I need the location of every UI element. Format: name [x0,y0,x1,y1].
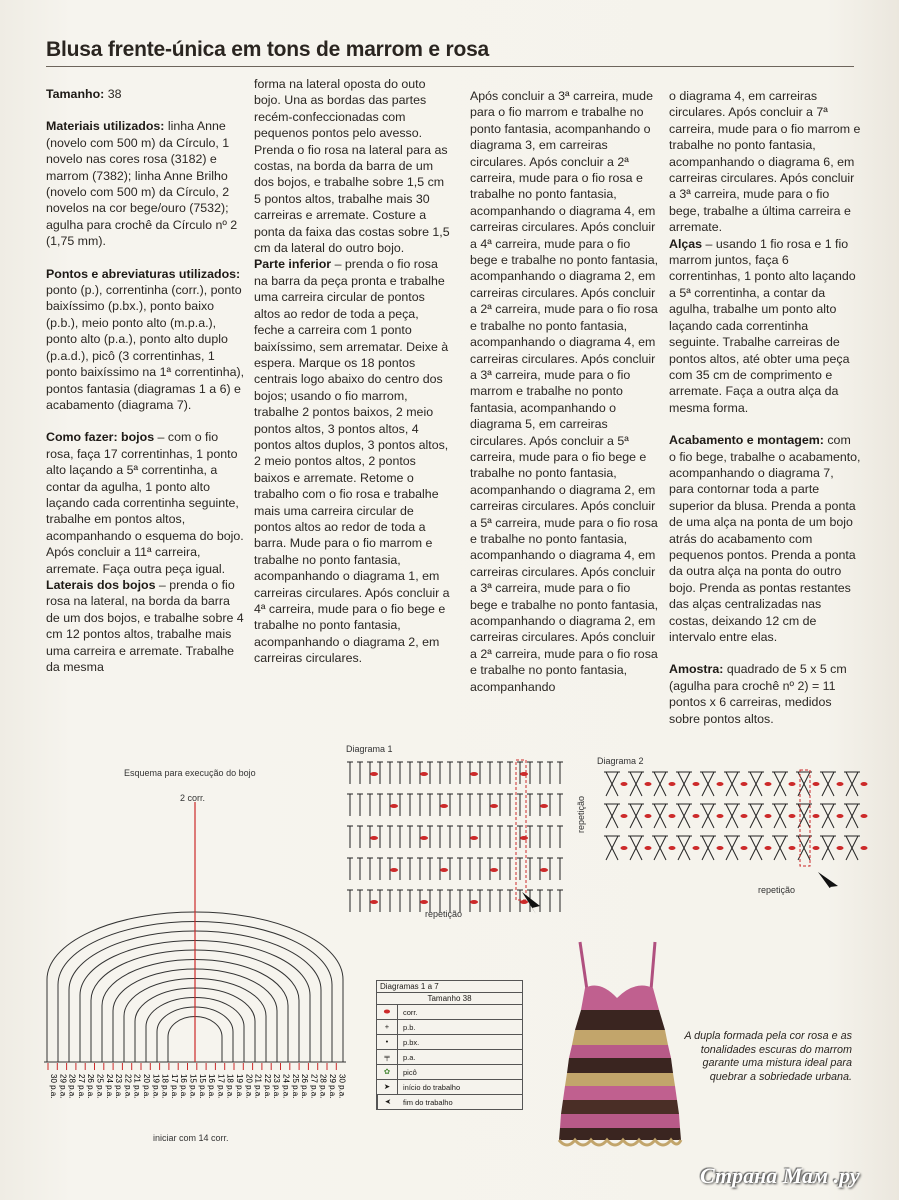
chain-stitch [621,814,628,818]
chain-stitch [540,868,548,872]
legend-label: fim do trabalho [403,1097,453,1107]
chain-stitch [789,814,796,818]
text-column-2 [254,76,450,667]
schema-row-label: 28 p.a. [67,1074,77,1099]
finishing-paragraph [669,432,861,645]
schema-row-label: 21 p.a. [253,1074,263,1099]
lower-part-label: Parte inferior [254,257,332,272]
chain-stitch [490,868,498,872]
watermark-logo: Страна Мам .ру [700,1163,860,1188]
sides-paragraph [46,577,246,675]
legend-row [377,1095,522,1109]
chain-stitch [837,782,844,786]
chain-stitch [813,814,820,818]
stitches-paragraph [46,266,246,414]
chain-stitch [717,814,724,818]
schema-row-label: 26 p.a. [86,1074,96,1099]
chain-stitch [693,782,700,786]
chain-stitch [370,900,378,904]
chain-stitch [861,814,868,818]
chain-stitch [621,846,628,850]
materials-label: Materiais utilizados: [46,119,165,134]
schema-title: Esquema para execução do bojo [124,768,256,778]
schema-row-label: 25 p.a. [95,1074,105,1099]
straps-paragraph [669,236,861,416]
chain-stitch [645,814,652,818]
chain-stitch [837,846,844,850]
chain-stitch [717,846,724,850]
garment-photo [555,940,685,1155]
chain-stitch [789,846,796,850]
schema-row-label: 29 p.a. [58,1074,68,1099]
chain-stitch [440,868,448,872]
schema-row-label: 15 p.a. [188,1074,198,1099]
size-paragraph [46,86,246,102]
schema-row-label: 16 p.a. [207,1074,217,1099]
schema-row-label: 20 p.a. [244,1074,254,1099]
chain-stitch [490,804,498,808]
diagram2-title: Diagrama 2 [597,756,644,766]
finishing-label: Acabamento e montagem: [669,433,824,448]
chain-stitch [669,814,676,818]
schema-row-label: 30 p.a. [49,1074,58,1099]
diagram2-repeat-label: repetição [758,885,796,895]
chain-stitch [669,782,676,786]
gauge-label: Amostra: [669,662,724,677]
legend-row [377,1050,522,1065]
legend-row [377,1065,522,1080]
stitches-text: ponto (p.), correntinha (corr.), ponto baixíssimo (p.bx.), ponto baixo (p.b.), meio ponto alto (m.p.a.), ponto alto (p.a.), ponto alto duplo (p.a.d.), picô (3 correntinhas, 1 ponto baixíssimo na 1ª correntinha), pontos fantasia (diagramas 1 a 6) e acabamento (diagrama 7). [46,283,245,412]
schema-row-label: 19 p.a. [151,1074,161,1099]
materials-paragraph [46,118,246,249]
chain-stitch [837,814,844,818]
chain-stitch [741,814,748,818]
chain-stitch [717,782,724,786]
chain-stitch [520,900,528,904]
legend-size: Tamanho 38 [377,993,522,1005]
chain-stitch [470,772,478,776]
chain-stitch [370,772,378,776]
photo-caption: A dupla formada pela cor rosa e as tonalidades escuras do marrom garante uma mistura ideal para quebrar a sobriedade urbana. [684,1030,852,1083]
size-label: Tamanho: [46,87,105,101]
chain-stitch [420,772,428,776]
chain-stitch [470,836,478,840]
chain-stitch [813,846,820,850]
double-crochet-icon: ╤ [377,1050,398,1064]
chain-stitch [861,846,868,850]
gauge-text: quadrado de 5 x 5 cm (agulha para crochê nº 2) = 11 pontos x 6 carreiras, medidos sobre pontos altos. [669,662,847,726]
schema-row-label: 17 p.a. [216,1074,226,1099]
legend-row [377,1005,522,1020]
start-arrow-icon: ➤ [377,1080,398,1094]
schema-row-label: 16 p.a. [179,1074,189,1099]
schema-row-label: 26 p.a. [300,1074,310,1099]
chain-stitch [645,846,652,850]
schema-row-label: 22 p.a. [123,1074,133,1099]
schema-row-label: 19 p.a. [235,1074,244,1099]
chain-stitch [741,782,748,786]
legend-row [377,1035,522,1050]
picot-icon: ✿ [377,1065,398,1079]
chain-stitch [645,782,652,786]
sides-label: Laterais dos bojos [46,577,156,592]
sides-text: – prenda o fio rosa na lateral, na borda da barra de um dos bojos, e trabalhe sobre 4 cm 12 pontos altos, trabalhe mais uma carreira e arremate. Trabalhe da mesma [46,577,244,674]
end-arrow-icon: ➤ [377,1095,398,1109]
schema-row-label: 20 p.a. [142,1074,151,1099]
chain-stitch [520,836,528,840]
chain-stitch [390,868,398,872]
schema-row-label: 21 p.a. [132,1074,142,1099]
chain-stitch [420,836,428,840]
chain-stitch [420,900,428,904]
schema-row-label: 17 p.a. [169,1074,179,1099]
chain-stitch [765,814,772,818]
how-to-paragraph [46,429,246,577]
finishing-text: com o fio bege, trabalhe o acabamento, acompanhando o diagrama 7, para contornar toda a parte superior da blusa. Prenda a ponta de uma alça na ponta de um bojo atrás do acabamento com pequenos pontos. Prenda a ponta da outra alça na ponta do outro bojo. Prenda as pontas restantes das alças centralizadas nas costas, deixando 12 cm de intervalo entre elas. [669,433,861,644]
size-value: 38 [104,87,122,101]
chain-stitch [693,846,700,850]
chain-stitch [765,782,772,786]
straps-text: – usando 1 fio rosa e 1 fio marrom juntos, faça 6 correntinhas, 1 ponto alto laçando a 5ª correntinha, a contar da agulha, trabalhe um ponto alto laçando cada correntinha seguinte. Trabalhe carreiras de pontos altos, até obter uma peça com 35 cm de comprimento e arremate. Faça a outra alça da mesma forma. [669,236,856,415]
schema-row-label: 18 p.a. [160,1074,170,1099]
schema-row-label: 29 p.a. [328,1074,337,1099]
schema-row-label: 25 p.a. [290,1074,300,1099]
schema-row-label: 27 p.a. [309,1074,319,1099]
how-to-label: Como fazer: bojos [46,430,155,445]
legend-title: Diagramas 1 a 7 [377,981,522,993]
how-to-text: – com o fio rosa, faça 17 correntinhas, 1 ponto alto laçando a 5ª correntinha, a contar da agulha, 1 ponto alto laçando cada correntinha seguinte, trabalhe em pontos altos, acompanhando o esquema do bojo. Após concluir a 11ª carreira, arremate. Faça outra peça igual. [46,430,244,576]
chain-stitch [789,782,796,786]
legend-row [377,1020,522,1035]
text-column-1 [46,86,246,675]
diagram2-chart [594,768,868,888]
chain-stitch [440,804,448,808]
schema-bottom-label: iniciar com 14 corr. [153,1133,229,1143]
chain-stitch [693,814,700,818]
lower-part-text: – prenda o fio rosa na barra da peça pronta e trabalhe uma carreira circular de pontos altos ao redor de toda a peça, feche a carreira com 1 ponto baixíssimo, sem arrematar. Deixe à espera. Marque os 18 pontos centrais logo abaixo do centro dos bojos; usando o fio marrom, trabalhe 2 pontos baixos, 2 meio pontos altos, 3 pontos altos, 4 pontos altos duplos, 3 pontos altos, 2 meio pontos altos, 2 pontos baixos e arremate. Retome o trabalho com o fio rosa e trabalhe mais uma carreira circular de pontos altos ao redor de toda a barra. Mude para o fio marrom e trabalhe no ponto fantasia, acompanhando o diagrama 1, em carreiras circulares. Após concluir a 4ª carreira, mude para o fio bege e trabalhe no ponto fantasia, acompanhando o diagrama 2, em carreiras circulares. [254,257,450,666]
schema-row-label: 15 p.a. [197,1074,207,1099]
legend-label: p.bx. [403,1037,420,1047]
materials-text: linha Anne (novelo com 500 m) da Círculo, 1 novelo nas cores rosa (3182) e marrom (7382); linha Anne Brilho (novelo com 500 m) da Círculo, 2 novelos na cor bege/ouro (7532); agulha para crochê da Círculo nº 2 (1,75 mm). [46,119,238,249]
schema-row-label: 24 p.a. [281,1074,291,1099]
slip-stitch-icon: • [377,1035,398,1049]
cup-schema-diagram [40,800,350,1130]
chain-stitch [741,846,748,850]
chain-stitch [470,900,478,904]
continuation-paragraph: forma na lateral oposta do outo bojo. Una as bordas das partes recém-confeccionadas com pequenos pontos pelo avesso. Prenda o fio rosa na lateral para as costas, na borda da barra de um dos bojos, e trabalhe sobre 1,5 cm 5 pontos altos, trabalhe mais 30 carreiras e arremate. Costure a ponta da faixa das costas sobre 1,5 cm da lateral do outro bojo. [254,77,450,256]
schema-row-label: 18 p.a. [225,1074,235,1099]
legend-row [377,1080,522,1095]
diagram1-repeat-label: repetição [425,909,463,919]
text-column-4 [669,88,861,727]
legend-label: p.a. [403,1052,416,1062]
schema-row-label: 27 p.a. [76,1074,86,1099]
chain-stitch [520,772,528,776]
gauge-paragraph [669,661,861,727]
schema-row-label: 24 p.a. [104,1074,114,1099]
legend-label: início do trabalho [403,1082,461,1092]
schema-row-label: 23 p.a. [272,1074,282,1099]
rows-paragraph: Após concluir a 3ª carreira, mude para o fio marrom e trabalhe no ponto fantasia, acompanhando o diagrama 3, em carreiras circulares. Após concluir a 2ª carreira, mude para o fio rosa e trabalhe no ponto fantasia, acompanhando o diagrama 4, em carreiras circulares. Após concluir a 4ª carreira, mude para o fio bege e trabalhe no ponto fantasia, acompanhando o diagrama 2, em carreiras circulares. Após concluir a 2ª carreira, mude para o fio rosa e trabalhe no ponto fantasia, acompanhando o diagrama 4, em carreiras circulares. Após concluir a 3ª carreira, mude para o fio marrom e trabalhe no ponto fantasia, acompanhando o diagrama 5, em carreiras circulares. Após concluir a 5ª carreira, mude para o fio bege e trabalhe no ponto fantasia, acompanhando o diagrama 2, em carreiras circulares. Após concluir a 5ª carreira, mude para o fio rosa e trabalhe no ponto fantasia, acompanhando o diagrama 4, em carreiras circulares. Após concluir a 3ª carreira, mude para o fio bege e trabalhe no ponto fantasia, acompanhando o diagrama 2, em carreiras circulares. Após concluir a 2ª carreira, mude para o fio rosa e trabalhe no ponto fantasia, acompanhando [470,89,659,694]
title-divider [46,66,854,67]
straps-label: Alças [669,236,703,251]
chain-stitch [765,846,772,850]
stitches-label: Pontos e abreviaturas utilizados: [46,266,241,281]
repeat-marker [516,760,526,900]
schema-row-label: 28 p.a. [318,1074,328,1099]
chain-icon: ⬬ [377,1005,398,1019]
chain-stitch [370,836,378,840]
chain-stitch [813,782,820,786]
schema-row-label: 22 p.a. [262,1074,272,1099]
chain-stitch [540,804,548,808]
chain-stitch [621,782,628,786]
page-title: Blusa frente-única em tons de marrom e rosa [46,38,490,61]
diagram1-chart [344,756,574,916]
chain-stitch [669,846,676,850]
legend-label: picô [403,1067,417,1077]
schema-row-label: 30 p.a. [337,1074,347,1099]
lower-part-paragraph [254,256,450,666]
schema-top-label: 2 corr. [180,793,206,803]
end-arrow-icon [818,872,838,888]
diagram2-side-label: repetição [576,795,586,833]
diagram1-title: Diagrama 1 [346,744,393,754]
text-column-3 [470,88,660,695]
stitch-legend [376,980,523,1110]
legend-label: corr. [403,1007,418,1017]
schema-row-label: 23 p.a. [114,1074,124,1099]
chain-stitch [861,782,868,786]
final-rows-paragraph: o diagrama 4, em carreiras circulares. Após concluir a 7ª carreira, mude para o fio marrom e trabalhe no ponto fantasia, acompanhando o diagrama 6, em carreiras circulares. Após concluir a 3ª carreira, mude para o fio bege, trabalhe a última carreira e arremate. [669,89,861,235]
chain-stitch [390,804,398,808]
single-crochet-icon: + [377,1020,398,1034]
legend-label: p.b. [403,1022,416,1032]
